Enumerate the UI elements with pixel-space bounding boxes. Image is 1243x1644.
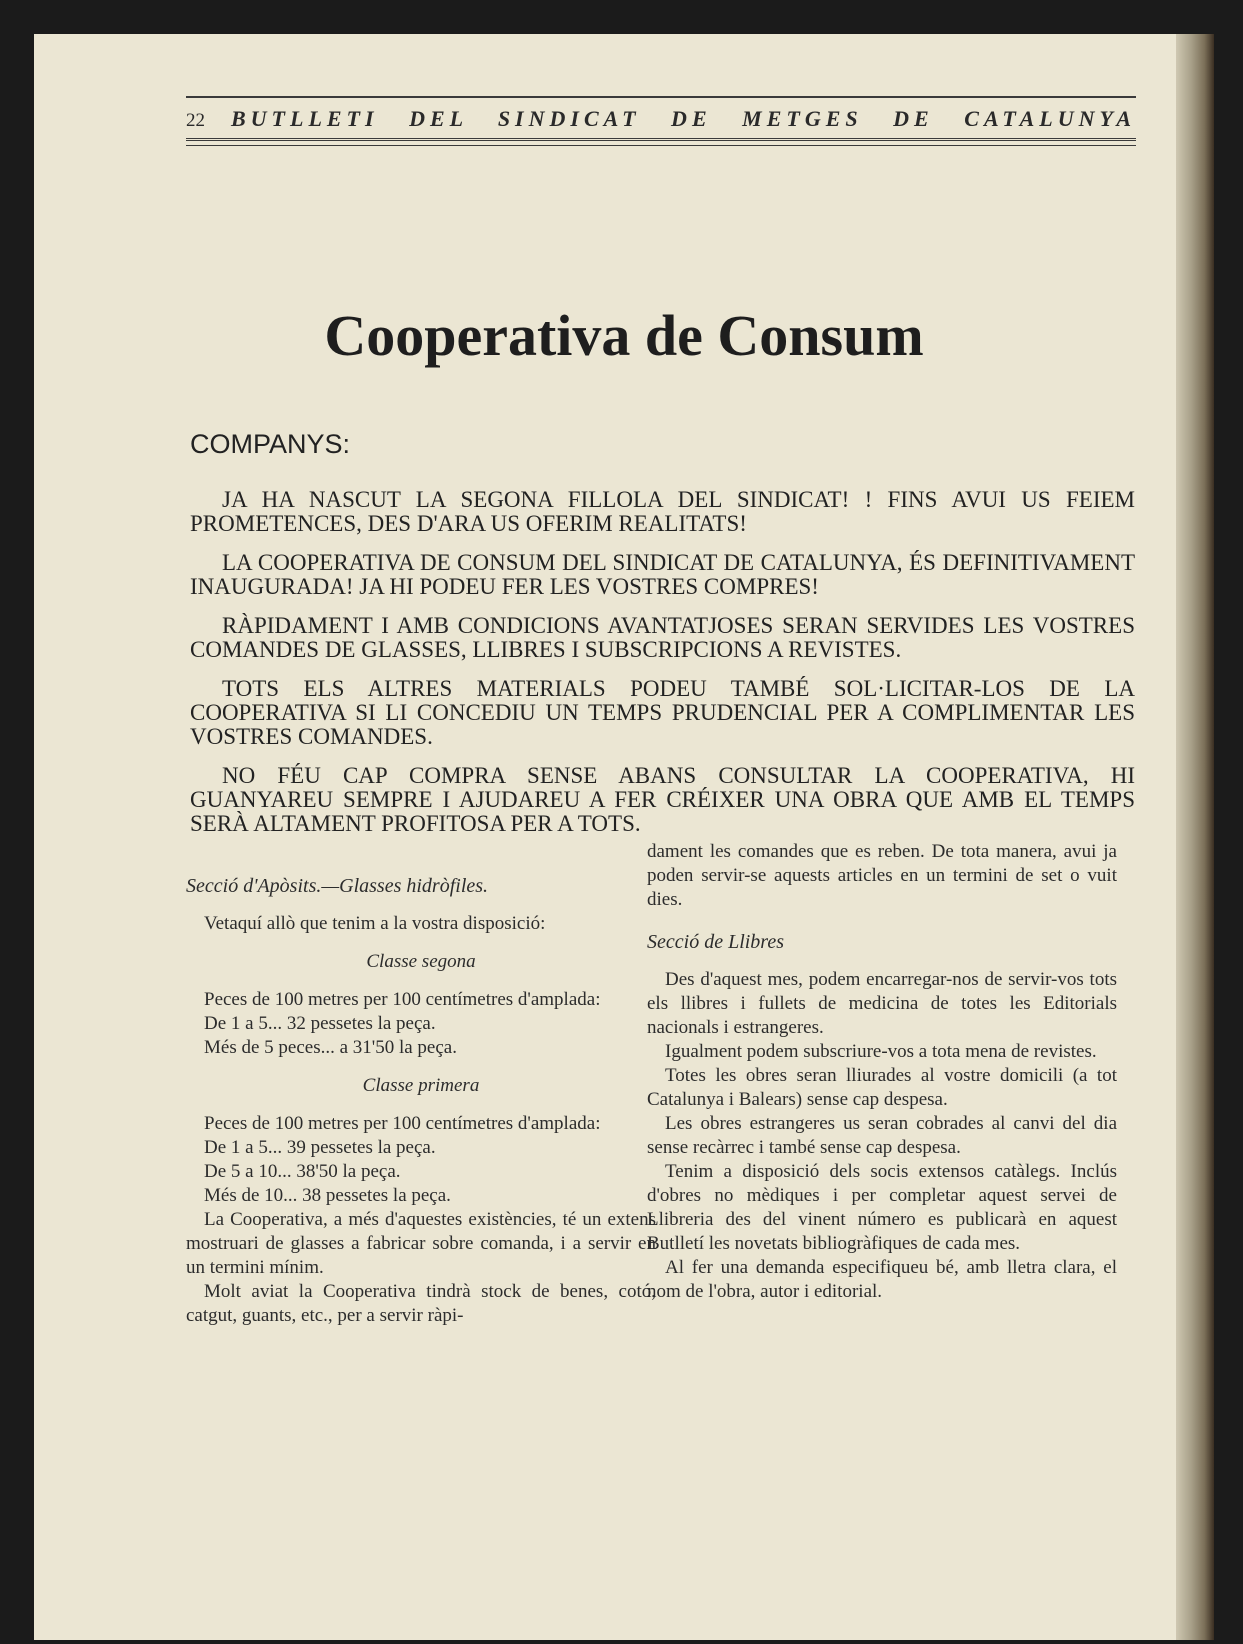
journal-title: BUTLLETI DEL SINDICAT DE METGES DE CATALUNYA [231,106,1136,131]
page-number: 22 [186,110,205,131]
announcement-paragraph: LA COOPERATIVA DE CONSUM DEL SINDICAT DE CATALUNYA, ÉS DEFINITIVAMENT INAUGURADA! JA HI PODEU FER LES VOSTRES COMPRES! [190,550,1135,599]
header-rule-bottom [186,138,1136,146]
continuation-paragraph: dament les comandes que es reben. De tota manera, avui ja poden servir-se aquests articles en un termini de set o vuit dies. [647,841,1117,910]
price-line: De 5 a 10... 38'50 la peça. [204,1161,401,1182]
body-paragraph: Les obres estrangeres us seran cobrades al canvi del dia sense recàrrec i també sense cap despesa. [647,1113,1117,1158]
article-title: Cooperativa de Consum [324,303,924,368]
left-column [186,874,656,1328]
scanned-page [34,34,1214,1640]
price-line: De 1 a 5... 32 pessetes la peça. [204,1013,436,1034]
announcement-paragraph: TOTS ELS ALTRES MATERIALS PODEU TAMBÉ SOL·LICITAR-LOS DE LA COOPERATIVA SI LI CONCEDIU UN TEMPS PRUDENCIAL PER A COMPLIMENTAR LES VOSTRES COMANDES. [190,676,1135,749]
body-paragraph: Igualment podem subscriure-vos a tota mena de revistes. [665,1041,1097,1062]
salutation: COMPANYS: [190,429,351,459]
price-line: Més de 10... 38 pessetes la peça. [204,1185,451,1206]
body-paragraph: La Cooperativa, a més d'aquestes existències, té un extens mostruari de glasses a fabricar sobre comanda, i a servir en un termini mínim. [186,1209,656,1278]
class-one-description: Peces de 100 metres per 100 centímetres d'amplada: [204,1113,601,1134]
class-one-heading: Classe primera [362,1075,480,1096]
right-column [647,840,1117,1304]
class-two-heading: Classe segona [366,951,476,972]
price-line: De 1 a 5... 39 pessetes la peça. [204,1137,436,1158]
body-paragraph: Tenim a disposició dels socis extensos catàlegs. Inclús d'obres no mèdiques i per completar aquest servei de Llibreria des del vinent número es publicarà en aquest Butlletí les novetats bibliogràfiques de cada mes. [647,1161,1117,1254]
announcement-paragraph: RÀPIDAMENT I AMB CONDICIONS AVANTATJOSES SERAN SERVIDES LES VOSTRES COMANDES DE GLASSES, LLIBRES I SUBSCRIPCIONS A REVISTES. [190,613,1135,662]
class-two-description: Peces de 100 metres per 100 centímetres d'amplada: [204,989,601,1010]
section-title-apositos: Secció d'Apòsits.—Glasses hidròfiles. [186,875,489,897]
body-paragraph: Des d'aquest mes, podem encarregar-nos de servir-vos tots els llibres i fullets de medicina de totes les Editorials nacionals i estrangeres. [647,969,1117,1038]
running-header [186,96,1136,146]
header-rule-top [186,96,1136,98]
announcement-block [190,488,1135,851]
body-paragraph: Molt aviat la Cooperativa tindrà stock de benes, cotó, catgut, guants, etc., per a servir ràpi- [186,1281,656,1326]
price-line: Més de 5 peces... a 31'50 la peça. [204,1037,457,1058]
body-paragraph: Totes les obres seran lliurades al vostre domicili (a tot Catalunya i Balears) sense cap despesa. [647,1065,1117,1110]
announcement-paragraph: NO FÉU CAP COMPRA SENSE ABANS CONSULTAR LA COOPERATIVA, HI GUANYAREU SEMPRE I AJUDAREU A FER CRÉIXER UNA OBRA QUE AMB EL TEMPS SERÀ ALTAMENT PROFITOSA PER A TOTS. [190,763,1135,836]
section-title-llibres: Secció de Llibres [647,931,785,953]
announcement-paragraph: JA HA NASCUT LA SEGONA FILLOLA DEL SINDICAT! ! FINS AVUI US FEIEM PROMETENCES, DES D'ARA US OFERIM REALITATS! [190,487,1135,536]
body-paragraph: Al fer una demanda especifiqueu bé, amb lletra clara, el nom de l'obra, autor i editorial. [647,1257,1117,1302]
book-spine-shadow [1176,34,1214,1640]
intro-text: Vetaquí allò que tenim a la vostra disposició: [204,913,546,934]
